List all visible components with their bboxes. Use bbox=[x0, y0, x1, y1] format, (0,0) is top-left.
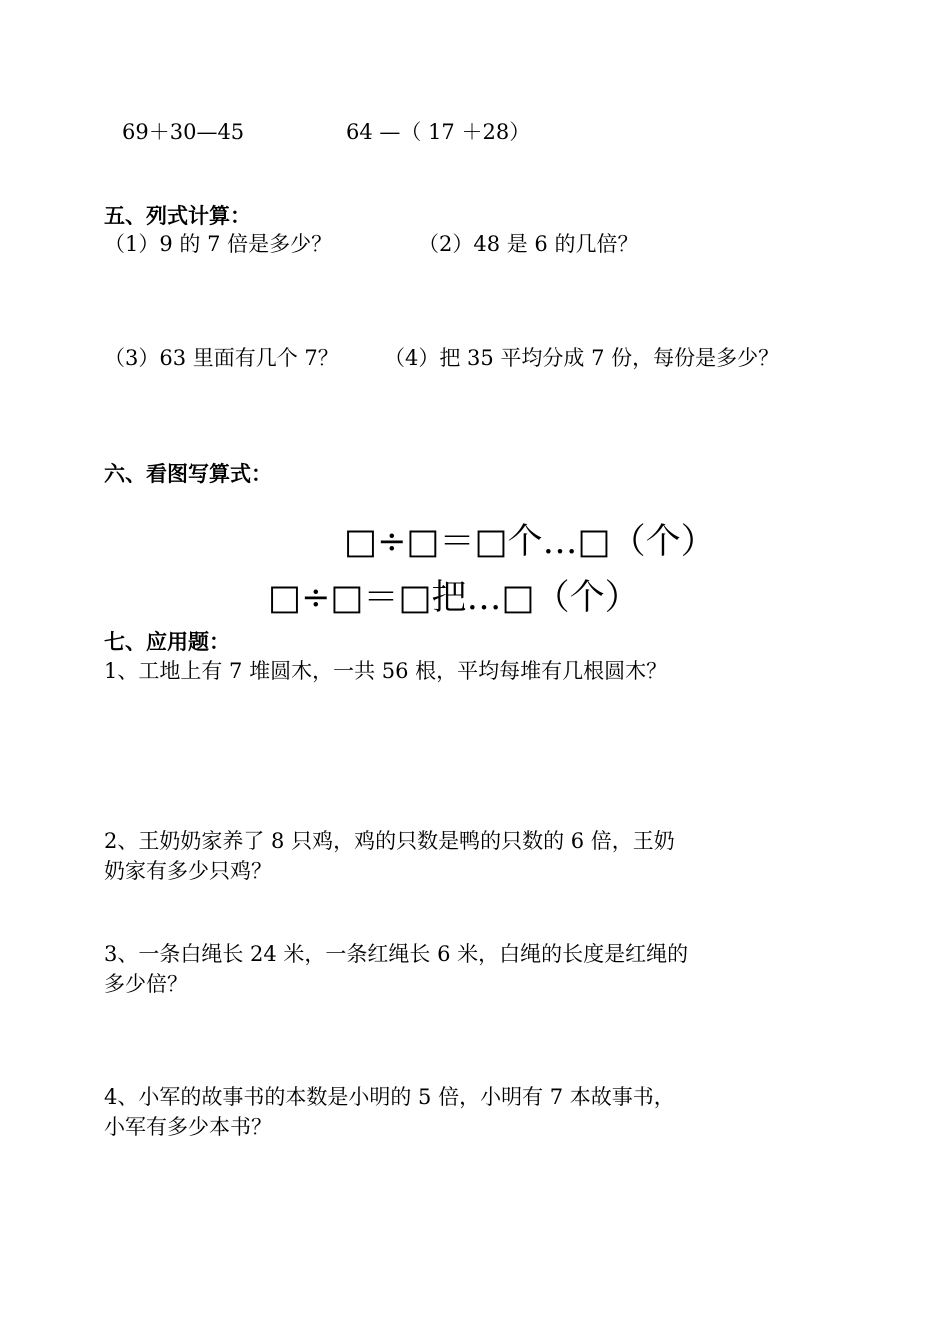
section-6-title: 六、看图写算式： bbox=[104, 461, 272, 486]
picture-formula-2: □÷□＝□把…□（个） bbox=[268, 578, 640, 618]
section-7-title: 七、应用题： bbox=[104, 629, 230, 654]
section-5-title: 五、列式计算： bbox=[104, 203, 251, 228]
word-problem-1: 1、工地上有 7 堆圆木，一共 56 根，平均每堆有几根圆木？ bbox=[104, 659, 668, 683]
word-problem-2-line-1: 2、王奶奶家养了 8 只鸡，鸡的只数是鸭的只数的 6 倍，王奶 bbox=[104, 829, 675, 853]
picture-formula-1: □÷□＝□个…□（个） bbox=[344, 522, 716, 562]
word-problem-4-line-2: 小军有多少本书？ bbox=[104, 1115, 272, 1139]
question-5-1: （1）9 的 7 倍是多少？ bbox=[104, 232, 333, 256]
word-problem-3-line-1: 3、一条白绳长 24 米，一条红绳长 6 米，白绳的长度是红绳的 bbox=[104, 942, 689, 966]
word-problem-3-line-2: 多少倍？ bbox=[104, 972, 188, 996]
question-5-4: （4）把 35 平均分成 7 份，每份是多少？ bbox=[384, 346, 780, 370]
question-5-2: （2）48 是 6 的几倍？ bbox=[418, 232, 639, 256]
question-5-3: （3）63 里面有几个 7？ bbox=[104, 346, 339, 370]
word-problem-2-line-2: 奶家有多少只鸡？ bbox=[104, 859, 272, 883]
expression-2: 64 —（ 17 ＋28） bbox=[346, 120, 531, 144]
word-problem-4-line-1: 4、小军的故事书的本数是小明的 5 倍，小明有 7 本故事书， bbox=[104, 1085, 675, 1109]
expression-1: 69＋30—45 bbox=[122, 120, 245, 144]
